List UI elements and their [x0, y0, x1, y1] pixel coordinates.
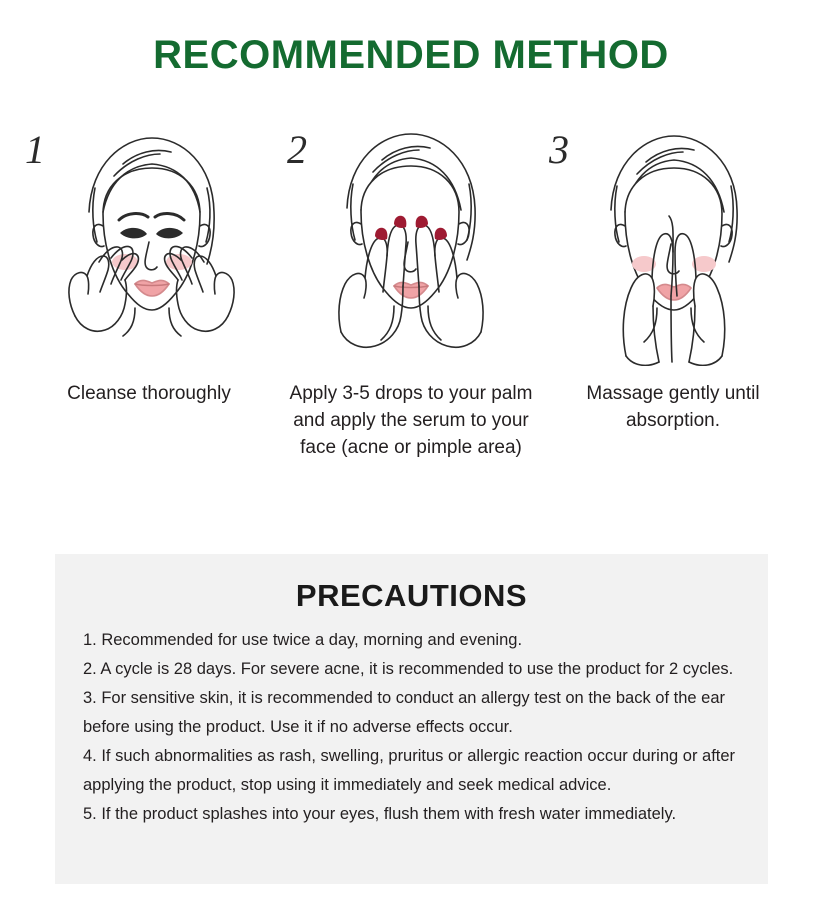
face-cleansing-illustration [19, 116, 279, 366]
face-massage-illustration [543, 116, 803, 366]
product-instructions-page [0, 33, 822, 911]
precaution-item-1: 1. Recommended for use twice a day, morning and evening. [83, 631, 523, 649]
step-3-figure [543, 116, 803, 366]
step-3 [542, 116, 804, 434]
step-2 [280, 116, 542, 461]
precaution-item-4: 4. If such abnormalities as rash, swelling, pruritus or allergic reaction occur during or after applying the product, stop using it immediately and seek medical advice. [83, 747, 736, 794]
page-title: RECOMMENDED METHOD [153, 33, 669, 77]
step-3-number: 3 [549, 127, 569, 172]
step-1-figure [19, 116, 279, 366]
step-3-caption: Massage gently until absorption. [586, 383, 760, 431]
step-1-number: 1 [25, 127, 45, 172]
face-apply-serum-illustration [281, 116, 541, 366]
precautions-title: PRECAUTIONS [295, 578, 528, 613]
steps-row [0, 116, 822, 461]
precautions-panel [55, 554, 768, 884]
step-2-number: 2 [287, 127, 307, 172]
step-1-caption: Cleanse thoroughly [67, 383, 231, 404]
precautions-list [83, 626, 740, 829]
step-2-figure [281, 116, 541, 366]
precaution-item-3: 3. For sensitive skin, it is recommended to conduct an allergy test on the back of the ear before using the product. Use it if no adverse effects occur. [83, 689, 725, 736]
step-1 [18, 116, 280, 407]
precaution-item-2: 2. A cycle is 28 days. For severe acne, it is recommended to use the product for 2 cycles. [83, 660, 734, 678]
step-2-caption: Apply 3-5 drops to your palm and apply the serum to your face (acne or pimple area) [289, 383, 533, 458]
precaution-item-5: 5. If the product splashes into your eyes, flush them with fresh water immediately. [83, 805, 677, 823]
